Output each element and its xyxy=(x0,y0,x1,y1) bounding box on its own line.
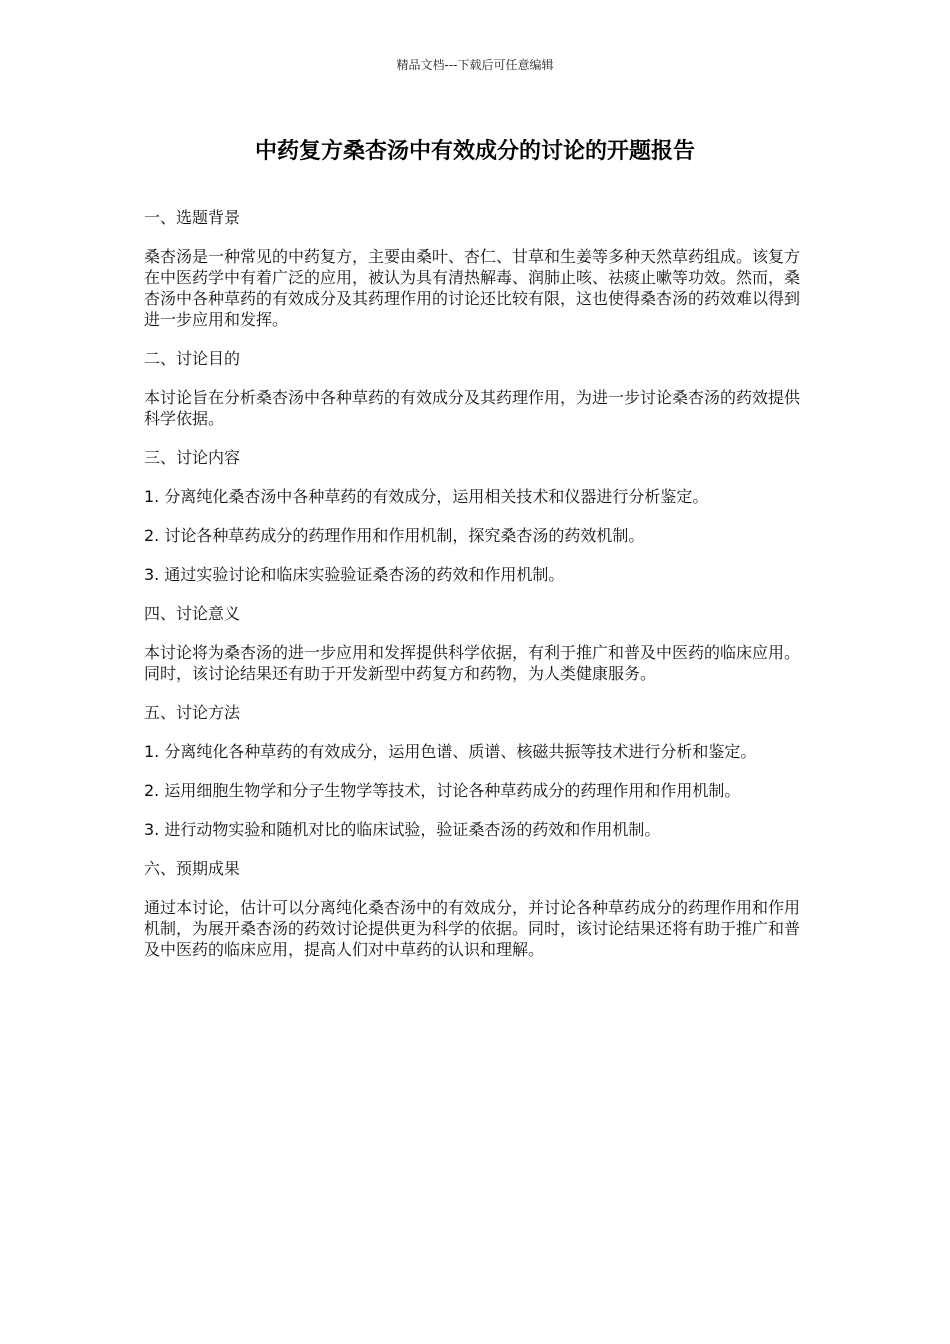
content-list-item: 1. 分离纯化桑杏汤中各种草药的有效成分，运用相关技术和仪器进行分析鉴定。 xyxy=(144,487,709,506)
section-heading-methods: 五、讨论方法 xyxy=(144,703,241,722)
content-list-item: 3. 通过实验讨论和临床实验验证桑杏汤的药效和作用机制。 xyxy=(144,565,565,584)
document-body xyxy=(144,207,810,978)
methods-list-item: 1. 分离纯化各种草药的有效成分，运用色谱、质谱、核磁共振等技术进行分析和鉴定。 xyxy=(144,742,757,761)
section-heading-content: 三、讨论内容 xyxy=(144,448,241,467)
section-paragraph-background: 桑杏汤是一种常见的中药复方，主要由桑叶、杏仁、甘草和生姜等多种天然草药组成。该复方在中医药学中有着广泛的应用，被认为具有清热解毒、润肺止咳、祛痰止嗽等功效。然而，桑杏汤中各种草药的有效成分及其药理作用的讨论还比较有限，这也使得桑杏汤的药效难以得到进一步应用和发挥。 xyxy=(144,247,801,329)
section-heading-significance: 四、讨论意义 xyxy=(144,604,241,623)
methods-list-item: 3. 进行动物实验和随机对比的临床试验，验证桑杏汤的药效和作用机制。 xyxy=(144,820,661,839)
content-list-item: 2. 讨论各种草药成分的药理作用和作用机制，探究桑杏汤的药效机制。 xyxy=(144,526,645,545)
page-header: 精品文档---下载后可任意编辑 xyxy=(396,58,554,72)
section-heading-purpose: 二、讨论目的 xyxy=(144,349,241,368)
section-heading-background: 一、选题背景 xyxy=(144,208,241,227)
section-heading-expected-results: 六、预期成果 xyxy=(144,859,241,878)
section-paragraph-purpose: 本讨论旨在分析桑杏汤中各种草药的有效成分及其药理作用，为进一步讨论桑杏汤的药效提供科学依据。 xyxy=(144,388,801,428)
document-title: 中药复方桑杏汤中有效成分的讨论的开题报告 xyxy=(254,139,695,164)
section-paragraph-significance: 本讨论将为桑杏汤的进一步应用和发挥提供科学依据，有利于推广和普及中医药的临床应用。同时，该讨论结果还有助于开发新型中药复方和药物，为人类健康服务。 xyxy=(144,643,801,683)
methods-list-item: 2. 运用细胞生物学和分子生物学等技术，讨论各种草药成分的药理作用和作用机制。 xyxy=(144,781,741,800)
section-paragraph-expected-results: 通过本讨论，估计可以分离纯化桑杏汤中的有效成分，并讨论各种草药成分的药理作用和作用机制，为展开桑杏汤的药效讨论提供更为科学的依据。同时，该讨论结果还将有助于推广和普及中医药的临床应用，提高人们对中草药的认识和理解。 xyxy=(144,898,801,959)
